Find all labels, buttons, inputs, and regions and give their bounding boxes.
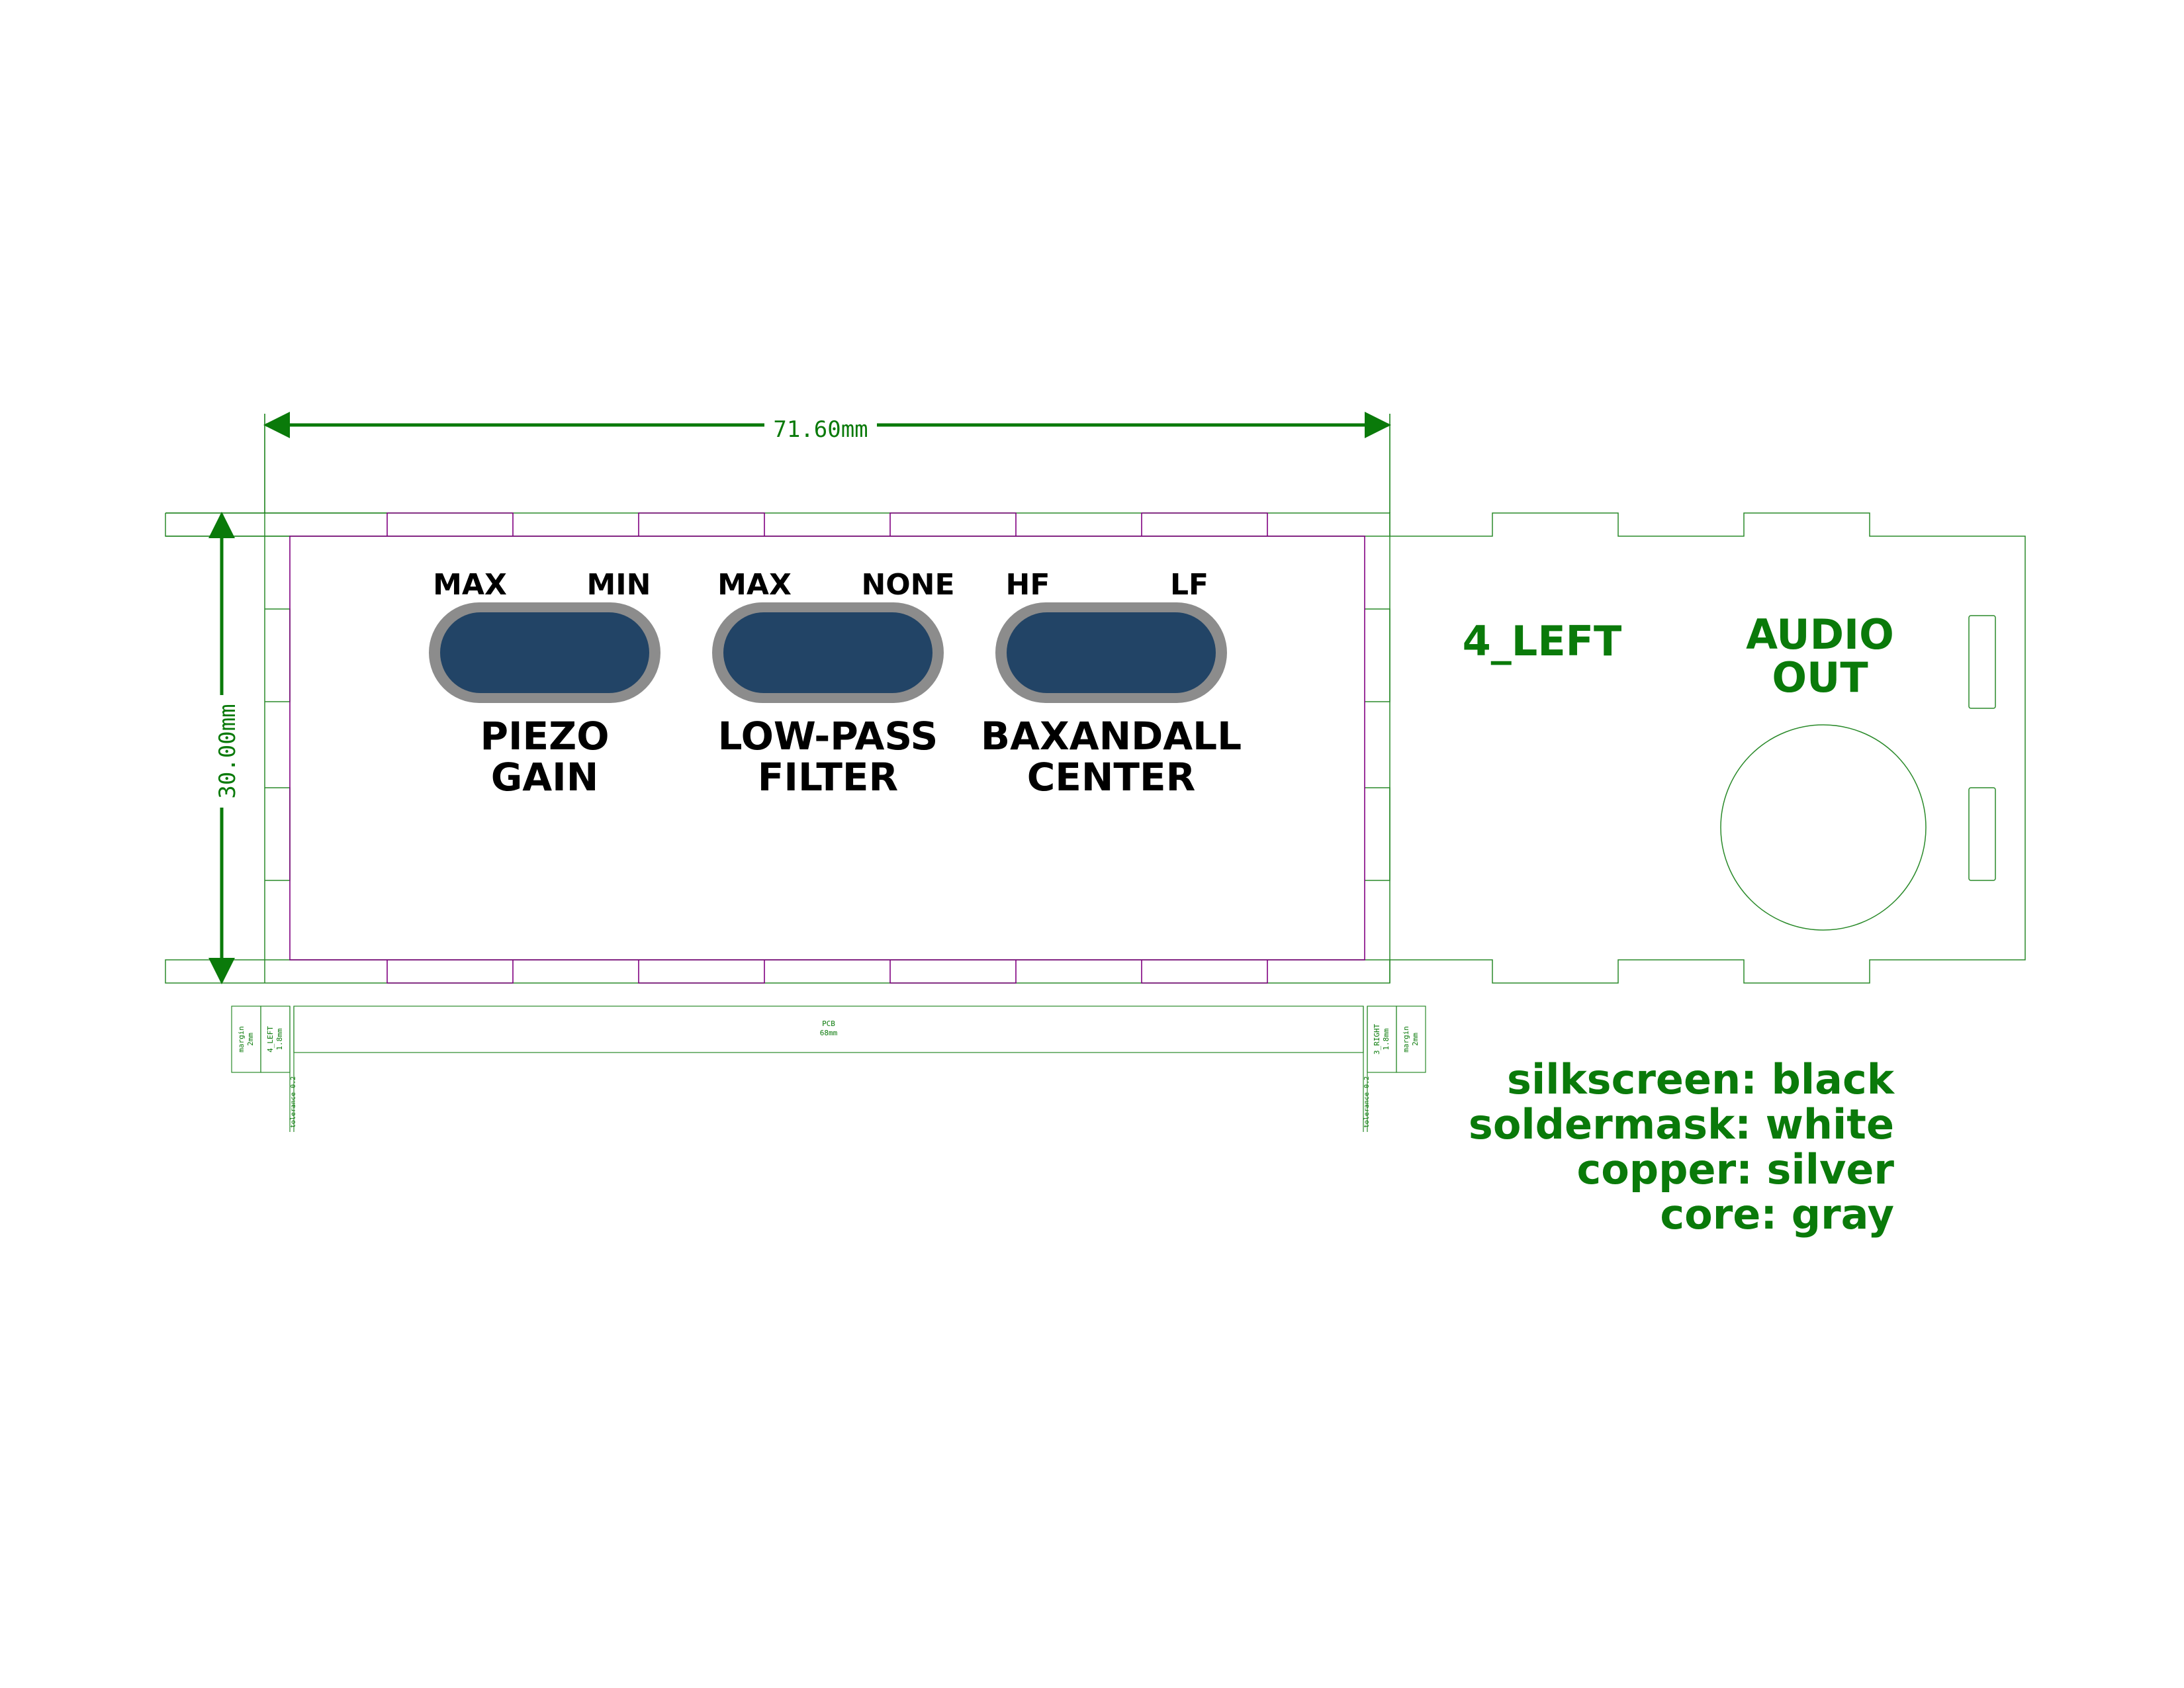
ruler-right-margin-1: margin [1402, 1026, 1410, 1053]
knob3-left-label: HF [1005, 568, 1050, 602]
audio-jack-hole [1721, 725, 1926, 930]
knob3-right-label: LF [1169, 568, 1209, 602]
knob2-right-label: NONE [861, 568, 955, 602]
audio-out-line2: OUT [1772, 653, 1868, 702]
knob1-left-label: MAX [433, 568, 507, 602]
audio-out-line1: AUDIO [1746, 610, 1894, 659]
ruler-pcb-1: PCB [822, 1019, 835, 1028]
knob3-title-line1: BAXANDALL [980, 714, 1242, 759]
side-panel-outline [1390, 513, 2025, 983]
ruler-pcb-2: 68mm [819, 1029, 838, 1037]
slot-piezo-gain-inner [440, 612, 649, 693]
legend-soldermask: soldermask: white [1468, 1100, 1894, 1149]
knob2-title-line1: LOW-PASS [717, 714, 938, 759]
side-panel-label: 4_LEFT [1462, 617, 1622, 665]
legend-silkscreen: silkscreen: black [1507, 1055, 1894, 1103]
slot-low-pass-inner [723, 612, 933, 693]
ruler-tolerance-left: tolerance 0.2 [290, 1076, 297, 1129]
knob1-right-label: MIN [586, 568, 651, 602]
legend-copper: copper: silver [1576, 1145, 1894, 1194]
knob1-title-line1: PIEZO [480, 714, 610, 759]
knob2-title-line2: FILTER [757, 755, 899, 800]
knob1-title-line2: GAIN [490, 755, 599, 800]
ruler-tolerance-right: tolerance 0.2 [1363, 1076, 1371, 1129]
ruler-left-margin-1: margin [237, 1026, 246, 1053]
ruler-left-wall-1: 4_LEFT [266, 1026, 275, 1053]
ruler-left-wall-2: 1.8mm [275, 1028, 284, 1051]
ruler-right-wall-2: 1.8mm [1382, 1028, 1390, 1051]
knob-slots [429, 602, 1227, 703]
legend-core: core: gray [1660, 1190, 1894, 1239]
knob3-title-line2: CENTER [1026, 755, 1196, 800]
ruler-right-margin-2: 2mm [1411, 1033, 1420, 1046]
ruler-left-margin-2: 2mm [246, 1033, 255, 1046]
knob2-left-label: MAX [717, 568, 792, 602]
slot-baxandall-inner [1007, 612, 1216, 693]
width-label: 71.60mm [773, 416, 868, 443]
height-label: 30.00mm [214, 704, 241, 799]
ruler-right-wall-1: 3_RIGHT [1373, 1023, 1381, 1055]
